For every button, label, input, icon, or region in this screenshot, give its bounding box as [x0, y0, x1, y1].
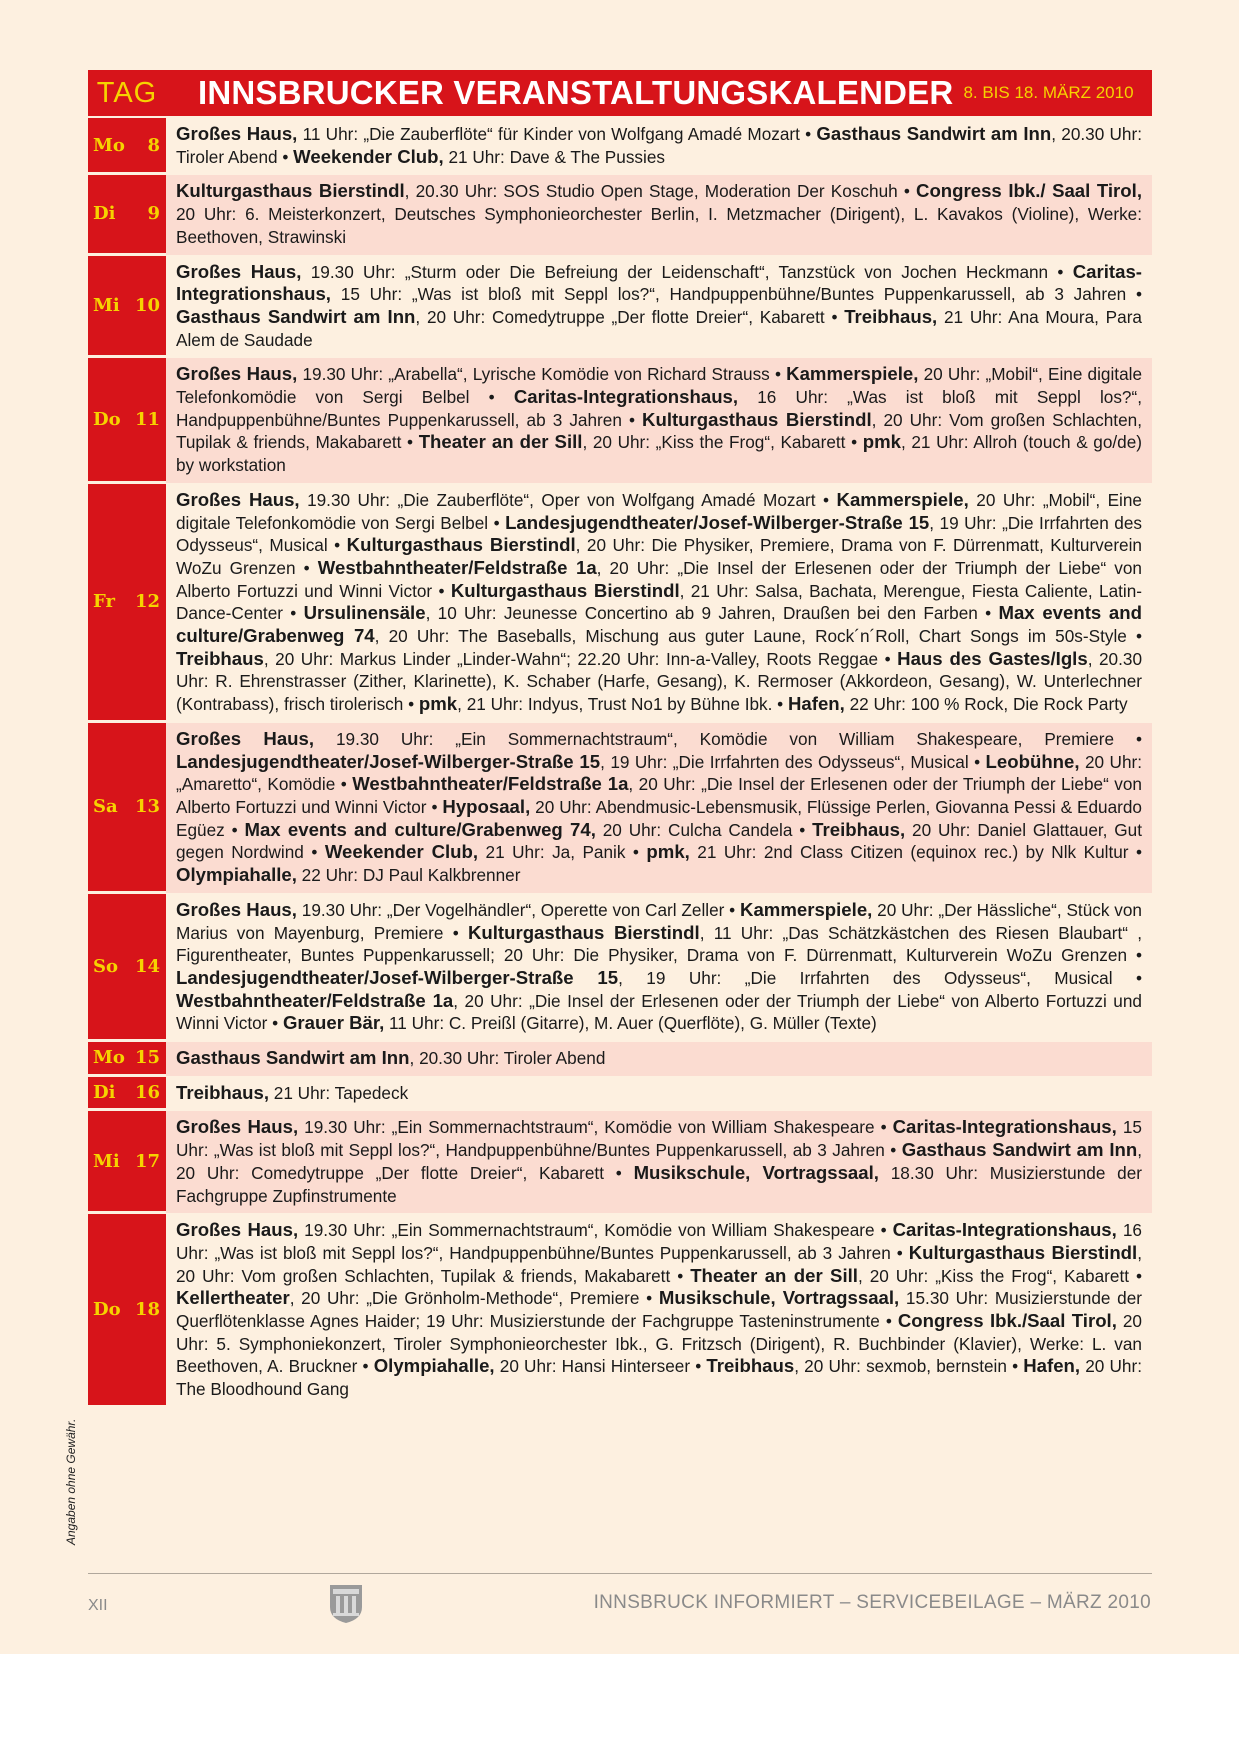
- calendar-table: [88, 118, 1152, 1408]
- venue-name: Caritas-Integrationshaus,: [513, 386, 739, 408]
- event-details: 15 Uhr: „Was ist bloß mit Seppl los?“, Handpuppenbühne/Buntes Puppenkarussell, ab 3 Jahren •: [176, 1117, 1142, 1161]
- event-details: 19.30 Uhr: „Ein Sommernachtstraum“, Komödie von William Shakespeare •: [298, 1117, 893, 1138]
- venue-name: Treibhaus,: [176, 1081, 269, 1103]
- weekday-label: Do: [93, 409, 121, 431]
- calendar-row: [88, 358, 1152, 484]
- calendar-header: [88, 70, 1152, 116]
- day-cell: [88, 175, 166, 254]
- venue-name: Großes Haus,: [176, 363, 298, 385]
- venue-name: Hafen,: [1023, 1355, 1081, 1377]
- page-number: XII: [88, 1597, 108, 1614]
- event-details: , 20 Uhr: „Kiss the Frog“, Kabarett •: [582, 432, 863, 453]
- event-listing: [166, 358, 1152, 483]
- calendar-row: [88, 1042, 1152, 1077]
- event-listing: [166, 1111, 1152, 1213]
- calendar-row: [88, 894, 1152, 1042]
- weekday-label: Mo: [93, 134, 125, 156]
- venue-name: Kulturgasthaus Bierstindl: [176, 180, 405, 202]
- day-number: 11: [134, 409, 160, 431]
- event-details: , 11 Uhr: „Das Schätzkästchen des Riesen Blaubart“ , Figurentheater, Buntes Puppenkarussell; 20 Uhr: Die Physiker, Drama von F. Dürrenmatt, Kulturverein WoZu Grenzen •: [176, 922, 1142, 966]
- venue-name: Kulturgasthaus Bierstindl: [450, 579, 680, 601]
- event-details: , 19 Uhr: „Die Irrfahrten des Odysseus“, Musical •: [618, 967, 1142, 988]
- venue-name: Großes Haus,: [176, 123, 298, 144]
- venue-name: Gasthaus Sandwirt am Inn: [901, 1139, 1138, 1161]
- calendar-row: [88, 1077, 1152, 1112]
- event-details: 15 Uhr: „Was ist bloß mit Seppl los?“, Handpuppenbühne/Buntes Puppenkarussell, ab 3 Jahren •: [330, 284, 1142, 305]
- weekday-label: Do: [93, 1299, 121, 1321]
- event-details: 11 Uhr: C. Preißl (Gitarre), M. Auer (Querflöte), G. Müller (Texte): [384, 1013, 877, 1034]
- venue-name: Landesjugendtheater/Josef-Wilberger-Straße 15: [505, 511, 930, 533]
- event-details: 21 Uhr: Dave & The Pussies: [443, 146, 665, 167]
- event-details: 21 Uhr: 2nd Class Citizen (equinox rec.) by Nlk Kultur •: [689, 842, 1142, 863]
- venue-name: Westbahntheater/Feldstraße 1a: [352, 773, 629, 795]
- event-details: 20 Uhr: 5. Symphoniekonzert, Tiroler Symphonieorchester Ibk., G. Fritzsch (Dirigent), R. Buchbinder (Klavier), Werke: L. van Beethoven, A. Bruckner •: [176, 1311, 1142, 1377]
- calendar-row: [88, 484, 1152, 723]
- event-details: 20 Uhr: Abendmusic-Lebensmusik, Flüssige Perlen, Giovanna Pessi & Eduardo Egüez •: [176, 796, 1142, 840]
- event-details: , 20 Uhr: Comedytruppe „Der flotte Dreier“, Kabarett •: [176, 1140, 1142, 1183]
- venue-name: Weekender Club,: [324, 841, 479, 863]
- event-details: 20 Uhr: „Mobil“, Eine digitale Telefonkomödie von Sergi Belbel •: [176, 489, 1142, 533]
- event-details: 16 Uhr: „Was ist bloß mit Seppl los?“, Handpuppenbühne/Buntes Puppenkarussell, ab 3 Jahren •: [176, 1220, 1142, 1263]
- day-cell: [88, 1111, 166, 1213]
- weekday-label: Mi: [93, 1150, 120, 1172]
- event-details: 20 Uhr: Daniel Glattauer, Gut gegen Nordwind •: [176, 819, 1142, 863]
- venue-name: Congress Ibk./ Saal Tirol,: [916, 180, 1142, 202]
- venue-name: pmk: [862, 431, 901, 453]
- venue-name: Gasthaus Sandwirt am Inn: [176, 1047, 410, 1069]
- event-details: 20 Uhr: 6. Meisterkonzert, Deutsches Symphonieorchester Berlin, I. Metzmacher (Dirigent), L. Kavakos (Violine), Werke: Beethoven, Strawinski: [176, 204, 1142, 247]
- event-details: 20 Uhr: The Bloodhound Gang: [176, 1356, 1142, 1400]
- calendar-title: INNSBRUCKER VERANSTALTUNGSKALENDER: [198, 74, 954, 111]
- venue-name: Kulturgasthaus Bierstindl: [467, 921, 700, 943]
- event-details: , 20 Uhr: The Baseballs, Mischung aus guter Laune, Rock´n´Roll, Chart Songs im 50s-Style •: [374, 626, 1142, 647]
- venue-name: Landesjugendtheater/Josef-Wilberger-Straße 15: [176, 966, 619, 988]
- event-details: 16 Uhr: „Was ist bloß mit Seppl los?“, Handpuppenbühne/Buntes Puppenkarussell, ab 3 Jahren •: [176, 387, 1142, 430]
- event-details: , 20 Uhr: Comedytruppe „Der flotte Dreier“, Kabarett •: [415, 306, 845, 327]
- event-details: , 20.30 Uhr: R. Ehrenstrasser (Zither, Klarinette), K. Schaber (Harfe, Gesang), K. Rermoser (Akkordeon, Gesang), W. Unterlechner (Kontrabass), frisch tirolerisch •: [176, 648, 1143, 715]
- event-details: 19.30 Uhr: „Die Zauberflöte“, Oper von Wolfgang Amadé Mozart •: [299, 489, 837, 510]
- venue-name: Max events and culture/Grabenweg 74,: [244, 818, 596, 840]
- venue-name: Westbahntheater/Feldstraße 1a: [317, 556, 597, 578]
- venue-name: Congress Ibk./Saal Tirol,: [897, 1310, 1117, 1332]
- event-details: 19.30 Uhr: „Sturm oder Die Befreiung der Leidenschaft“, Tanzstück von Jochen Heckmann •: [301, 261, 1073, 282]
- venue-name: pmk: [418, 693, 458, 715]
- event-listing: [166, 175, 1152, 254]
- venue-name: Großes Haus,: [176, 1116, 299, 1138]
- event-details: , 20 Uhr: „Die Insel der Erlesenen oder der Triumph der Liebe“ von Alberto Fortuzzi und Winni Victor •: [176, 990, 1142, 1034]
- event-details: 21 Uhr: Ana Moura, Para Alem de Saudade: [176, 306, 1142, 350]
- event-details: , 20 Uhr: „Kiss the Frog“, Kabarett •: [857, 1265, 1142, 1286]
- venue-name: Kulturgasthaus Bierstindl: [346, 534, 576, 556]
- event-listing: [166, 484, 1152, 722]
- day-cell: [88, 1214, 166, 1407]
- venue-name: Großes Haus,: [176, 898, 297, 920]
- day-number: 10: [134, 294, 160, 316]
- venue-name: pmk,: [646, 841, 690, 863]
- event-details: 15.30 Uhr: Musizierstunde der Querflötenklasse Agnes Haider; 19 Uhr: Musizierstunde der Fachgruppe Tasteninstrumente •: [176, 1288, 1142, 1332]
- day-cell: [88, 358, 166, 483]
- venue-name: Großes Haus,: [176, 488, 300, 510]
- calendar-row: [88, 175, 1152, 255]
- day-cell: [88, 1042, 166, 1076]
- day-number: 18: [134, 1299, 160, 1321]
- event-details: 19.30 Uhr: „Ein Sommernachtstraum“, Komödie von William Shakespeare, Premiere •: [314, 728, 1142, 749]
- event-details: , 19 Uhr: „Die Irrfahrten des Odysseus“, Musical •: [600, 751, 986, 772]
- calendar-row: [88, 723, 1152, 894]
- venue-name: Theater an der Sill: [418, 431, 583, 453]
- event-details: 11 Uhr: „Die Zauberflöte“ für Kinder von Wolfgang Amadé Mozart •: [297, 124, 817, 144]
- day-number: 8: [147, 134, 160, 156]
- venue-name: Treibhaus,: [812, 818, 906, 840]
- weekday-label: Di: [93, 1082, 116, 1104]
- weekday-label: Mi: [93, 294, 120, 316]
- day-cell: [88, 256, 166, 358]
- venue-name: Caritas-Integrationshaus,: [892, 1116, 1117, 1138]
- venue-name: Gasthaus Sandwirt am Inn: [176, 305, 416, 327]
- event-details: , 20 Uhr: Vom großen Schlachten, Tupilak & friends, Makabarett •: [176, 409, 1142, 453]
- event-details: 22 Uhr: 100 % Rock, Die Rock Party: [844, 694, 1128, 715]
- event-details: , 20.30 Uhr: Tiroler Abend: [409, 1048, 606, 1069]
- venue-name: Kulturgasthaus Bierstindl: [908, 1241, 1138, 1263]
- event-details: , 21 Uhr: Allroh (touch & go/de) by workstation: [176, 432, 1143, 476]
- calendar-row: [88, 1214, 1152, 1408]
- venue-name: Musikschule, Vortragssaal,: [633, 1161, 879, 1183]
- event-details: , 21 Uhr: Indyus, Trust No1 by Bühne Ibk. •: [457, 694, 788, 715]
- event-details: , 20 Uhr: sexmob, bernstein •: [794, 1356, 1024, 1377]
- event-details: 20 Uhr: „Der Hässliche“, Stück von Marius von Mayenburg, Premiere •: [176, 899, 1142, 943]
- venue-name: Kellertheater: [176, 1287, 290, 1309]
- event-details: 20 Uhr: „Mobil“, Eine digitale Telefonkomödie von Sergi Belbel •: [176, 364, 1143, 408]
- day-number: 13: [134, 796, 160, 818]
- event-details: 20 Uhr: Culcha Candela •: [595, 819, 813, 840]
- event-details: , 21 Uhr: Salsa, Bachata, Merengue, Fiesta Caliente, Latin-Dance-Center •: [176, 580, 1143, 624]
- day-cell: [88, 1077, 166, 1111]
- event-details: , 20.30 Uhr: SOS Studio Open Stage, Moderation Der Koschuh •: [404, 181, 917, 202]
- event-details: , 20 Uhr: Die Physiker, Premiere, Drama von F. Dürrenmatt, Kulturverein WoZu Grenzen •: [176, 535, 1142, 578]
- day-number: 14: [134, 955, 160, 977]
- event-listing: [166, 118, 1152, 174]
- venue-name: Olympiahalle,: [176, 864, 297, 886]
- event-details: 18.30 Uhr: Musizierstunde der Fachgruppe Zupfinstrumente: [176, 1162, 1142, 1206]
- venue-name: Treibhaus: [706, 1355, 795, 1377]
- venue-name: Ursulinensäle: [303, 602, 426, 624]
- weekday-label: Di: [93, 203, 116, 225]
- event-details: 19.30 Uhr: „Ein Sommernachtstraum“, Komödie von William Shakespeare •: [298, 1220, 893, 1241]
- venue-name: Caritas-Integrationshaus,: [176, 260, 1142, 305]
- venue-name: Leobühne,: [985, 750, 1080, 772]
- disclaimer-note: Angaben ohne Gewähr.: [64, 1418, 78, 1545]
- day-cell: [88, 484, 166, 722]
- event-details: , 20.30 Uhr: Tiroler Abend •: [176, 124, 1142, 167]
- venue-name: Gasthaus Sandwirt am Inn: [816, 123, 1052, 144]
- event-details: 19.30 Uhr: „Der Vogelhändler“, Operette von Carl Zeller •: [296, 899, 741, 920]
- event-listing: [166, 1042, 1152, 1076]
- event-details: , 20 Uhr: „Die Grönholm-Methode“, Premiere •: [289, 1288, 659, 1309]
- event-details: , 20 Uhr: „Die Insel der Erlesenen oder der Triumph der Liebe“ von Alberto Fortuzzi und Winni Victor •: [176, 774, 1142, 817]
- venue-name: Hyposaal,: [442, 795, 531, 817]
- venue-name: Weekender Club,: [293, 145, 444, 167]
- venue-name: Musikschule, Vortragssaal,: [658, 1287, 900, 1309]
- venue-name: Kammerspiele,: [740, 898, 873, 920]
- venue-name: Theater an der Sill: [690, 1264, 858, 1286]
- calendar-row: [88, 256, 1152, 359]
- weekday-label: Fr: [93, 591, 115, 613]
- venue-name: Großes Haus,: [176, 727, 315, 749]
- venue-name: Grauer Bär,: [282, 1012, 385, 1034]
- footer-divider: [88, 1573, 1152, 1574]
- venue-name: Max events and culture/Grabenweg 74: [176, 602, 1142, 647]
- event-details: , 19 Uhr: „Die Irrfahrten des Odysseus“, Musical •: [176, 512, 1142, 556]
- day-number: 12: [134, 591, 160, 613]
- publication-footer: INNSBRUCK INFORMIERT – SERVICEBEILAGE – MÄRZ 2010: [593, 1592, 1151, 1613]
- event-details: 22 Uhr: DJ Paul Kalkbrenner: [296, 865, 521, 886]
- venue-name: Kammerspiele,: [836, 488, 969, 510]
- venue-name: Caritas-Integrationshaus,: [892, 1219, 1117, 1241]
- venue-name: Haus des Gastes/Igls: [897, 647, 1088, 669]
- venue-name: Großes Haus,: [176, 260, 302, 282]
- event-details: 19.30 Uhr: „Arabella“, Lyrische Komödie von Richard Strauss •: [297, 364, 787, 385]
- venue-name: Westbahntheater/Feldstraße 1a: [176, 989, 454, 1011]
- day-number: 9: [147, 203, 160, 225]
- event-details: 21 Uhr: Tapedeck: [269, 1082, 409, 1103]
- event-listing: [166, 1214, 1152, 1407]
- day-number: 16: [134, 1082, 160, 1104]
- innsbruck-coat-of-arms-icon: [328, 1583, 364, 1625]
- weekday-label: Sa: [93, 796, 118, 818]
- calendar-row: [88, 118, 1152, 175]
- day-cell: [88, 118, 166, 174]
- day-cell: [88, 894, 166, 1041]
- event-details: 20 Uhr: „Amaretto“, Komödie •: [176, 751, 1143, 795]
- venue-name: Treibhaus: [176, 647, 264, 669]
- venue-name: Treibhaus,: [844, 305, 938, 327]
- day-number: 17: [134, 1150, 160, 1172]
- event-listing: [166, 723, 1152, 893]
- venue-name: Kulturgasthaus Bierstindl: [642, 408, 872, 430]
- venue-name: Großes Haus,: [176, 1219, 299, 1241]
- day-cell: [88, 723, 166, 893]
- event-details: 20 Uhr: Hansi Hinterseer •: [494, 1356, 707, 1377]
- venue-name: Olympiahalle,: [373, 1355, 495, 1377]
- weekday-label: So: [93, 955, 119, 977]
- event-details: , 20 Uhr: Vom großen Schlachten, Tupilak & friends, Makabarett •: [176, 1242, 1142, 1286]
- event-details: 21 Uhr: Ja, Panik •: [478, 842, 647, 863]
- venue-name: Kammerspiele,: [786, 363, 919, 385]
- venue-name: Landesjugendtheater/Josef-Wilberger-Straße 15: [176, 750, 601, 772]
- event-details: , 20 Uhr: „Die Insel der Erlesenen oder der Triumph der Liebe“ von Alberto Fortuzzi und Winni Victor •: [176, 557, 1142, 601]
- weekday-label: Mo: [93, 1047, 125, 1069]
- venue-name: Hafen,: [787, 693, 845, 715]
- calendar-row: [88, 1111, 1152, 1214]
- calendar-date-range: 8. BIS 18. MÄRZ 2010: [963, 83, 1134, 102]
- event-listing: [166, 1077, 1152, 1111]
- day-number: 15: [134, 1047, 160, 1069]
- header-tag-label: TAG: [96, 76, 158, 109]
- event-listing: [166, 256, 1152, 358]
- event-details: , 20 Uhr: Markus Linder „Linder-Wahn“; 22.20 Uhr: Inn-a-Valley, Roots Reggae •: [263, 648, 898, 669]
- event-details: , 10 Uhr: Jeunesse Concertino ab 9 Jahren, Draußen bei den Farben •: [425, 603, 999, 624]
- event-listing: [166, 894, 1152, 1041]
